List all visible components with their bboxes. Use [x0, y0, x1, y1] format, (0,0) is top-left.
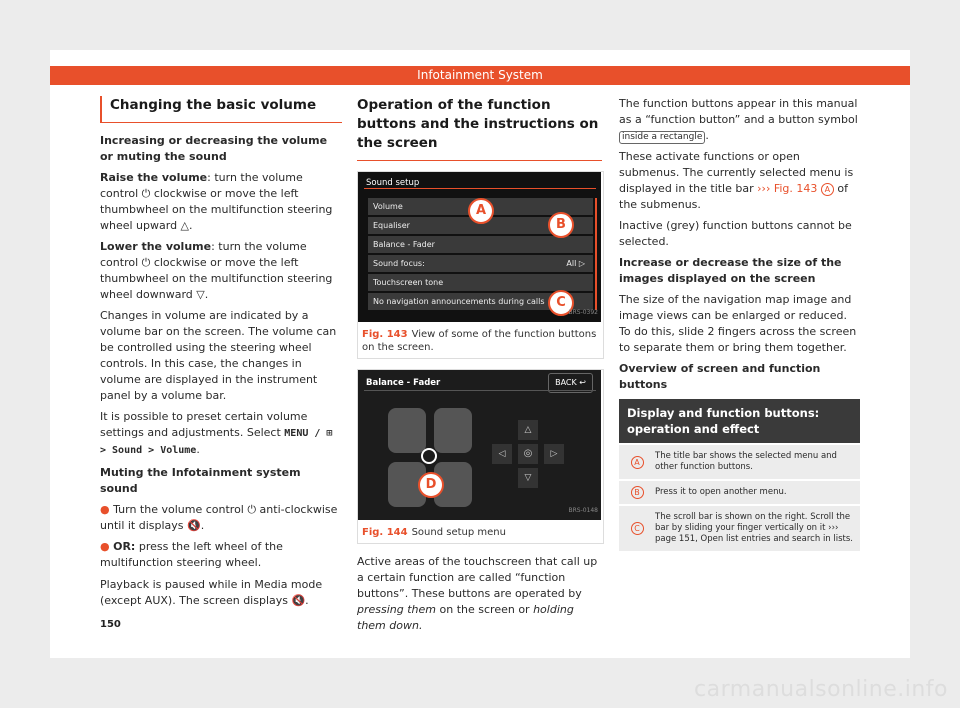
callout-a: A [468, 198, 494, 224]
row-key [619, 522, 655, 535]
seat-front-left [388, 408, 426, 453]
emphasis-pressing: pressing them [357, 603, 437, 616]
menu-item-volume: Volume [368, 198, 593, 215]
figure-144 [357, 369, 604, 544]
lower-label: Lower the volume [100, 240, 212, 253]
bullet-item [100, 502, 342, 534]
bullet-item [100, 539, 342, 571]
menu-item-touch-tone: Touchscreen tone [368, 274, 593, 291]
paragraph-manual-convention: The function buttons appear in this manual as a “function button” and a button symbol inside a rectangle . [619, 97, 858, 142]
figure-caption [358, 520, 603, 543]
back-button: BACK ↩ [548, 373, 593, 393]
column-volume [100, 96, 342, 614]
figure-number: Fig. 143 [362, 329, 408, 340]
row-text: The scroll bar is shown on the right. Scroll the bar by sliding your finger vertically on it ››› page 151, Open list entries and search in lists. [655, 512, 854, 544]
caption-text: View of some of the function buttons on the screen. [362, 329, 597, 353]
watermark: carmanualsonline.info [694, 677, 948, 702]
menu-item-sound-focus [368, 255, 593, 272]
scroll-bar [595, 198, 597, 310]
bullet-icon: ● [100, 540, 110, 553]
screen-title: Sound setup [366, 178, 420, 188]
title-divider [364, 390, 596, 391]
table-row [619, 479, 860, 504]
subheading-increase: Increasing or decreasing the volume or muting the sound [100, 134, 328, 163]
screenshot-sound-setup [358, 172, 601, 322]
sound-focus-label: Sound focus: [373, 259, 425, 268]
button-symbol-box: inside a rectangle [619, 131, 705, 144]
paragraph-preset: It is possible to preset certain volume settings and adjustments. Select MENU / ⊞ > Sound > Volume. [100, 410, 333, 456]
paragraph-playback: Playback is paused while in Media mode (except AUX). The screen displays 🔇. [100, 578, 323, 607]
figure-code: BRS-0392 [568, 309, 598, 316]
callout-d: D [418, 472, 444, 498]
subheading-size: Increase or decrease the size of the images displayed on the screen [619, 256, 842, 285]
bullet-text: Turn the volume control ⏻ anti-clockwise until it displays 🔇. [100, 503, 338, 532]
paragraph-activate [619, 149, 860, 213]
bullet-icon: ● [100, 503, 110, 516]
title-bar-line [364, 188, 596, 189]
paragraph-lower [100, 239, 342, 303]
row-text: The title bar shows the selected menu and other function buttons. [655, 451, 837, 472]
emphasis-holding: holding them down. [357, 603, 574, 632]
figure-caption [358, 322, 603, 358]
raise-text: : turn the volume control ⏻ clockwise or move the left thumbwheel on the multifunction steering wheel upward △. [100, 171, 333, 232]
paragraph-changes: Changes in volume are indicated by a volume bar on the screen. The volume can be controlled using the steering wheel controls. In this case, the changes in volume are displayed in the instrument panel by a volume bar. [100, 309, 337, 402]
caption-text: Sound setup menu [411, 527, 506, 538]
paragraph-inactive: Inactive (grey) function buttons cannot be selected. [619, 219, 852, 248]
subheading-overview: Overview of screen and function buttons [619, 362, 821, 391]
letter-badge: A [631, 456, 644, 469]
paragraph-function-buttons [357, 554, 602, 634]
section-heading-function-buttons: Operation of the function buttons and the instructions on the screen [357, 96, 602, 161]
column-overview [619, 96, 860, 551]
figure-reference: ››› Fig. 143 [757, 182, 818, 195]
letter-badge: C [631, 522, 644, 535]
table-row [619, 443, 860, 479]
table-heading: Display and function buttons: operation and effect [619, 399, 860, 443]
convention-text: The function buttons appear in this manual as a “function button” and a button symbol [619, 97, 858, 126]
preset-menu-path: MENU / ⊞ > Sound > Volume [100, 428, 333, 456]
letter-badge: B [631, 486, 644, 499]
menu-item-no-nav: No navigation announcements during calls [368, 293, 593, 310]
running-header: Infotainment System [50, 66, 910, 85]
body-text-mid: on the screen or [439, 603, 530, 616]
section-heading-volume: Changing the basic volume [100, 96, 342, 123]
letter-badge: A [821, 183, 834, 196]
seat-front-right [434, 408, 472, 453]
row-key [619, 456, 655, 469]
arrow-up-icon: △ [518, 420, 538, 440]
lower-text: : turn the volume control ⏻ clockwise or move the left thumbwheel on the multifunction steering wheel downward ▽. [100, 240, 333, 301]
overview-table [619, 399, 860, 551]
paragraph-raise [100, 170, 342, 234]
center-icon: ◎ [518, 444, 538, 464]
bullet-text: press the left wheel of the multifunction steering wheel. [100, 540, 283, 569]
row-key [619, 486, 655, 499]
row-text: Press it to open another menu. [655, 487, 787, 497]
or-label: OR: [113, 540, 136, 553]
column-function-buttons [357, 96, 602, 639]
figure-143 [357, 171, 604, 359]
menu-item-equaliser: Equaliser [368, 217, 593, 234]
sound-focus-value: All ▷ [566, 259, 585, 268]
arrow-down-icon: ▽ [518, 468, 538, 488]
figure-code: BRS-0148 [568, 507, 598, 514]
activate-text: These activate functions or open submenus. The currently selected menu is displayed in the title bar [619, 150, 854, 195]
subheading-mute: Muting the Infotainment system sound [100, 466, 301, 495]
arrow-right-icon: ▷ [544, 444, 564, 464]
arrow-left-icon: ◁ [492, 444, 512, 464]
callout-c: C [548, 290, 574, 316]
raise-label: Raise the volume [100, 171, 208, 184]
figure-number: Fig. 144 [362, 527, 408, 538]
table-row [619, 504, 860, 551]
menu-item-balance: Balance - Fader [368, 236, 593, 253]
balance-point-icon [421, 448, 437, 464]
screenshot-balance-fader [358, 370, 601, 520]
screen-title: Balance - Fader [366, 378, 441, 388]
paragraph-size: The size of the navigation map image and image views can be enlarged or reduced. To do this, slide 2 fingers across the screen to separate them or bring them together. [619, 293, 857, 354]
activate-text-end: of the submenus. [619, 182, 848, 211]
page-number: 150 [100, 619, 121, 630]
body-text: Active areas of the touchscreen that call up a certain function are called “function buttons”. These buttons are operated by [357, 555, 598, 600]
callout-b: B [548, 212, 574, 238]
preset-text: It is possible to preset certain volume settings and adjustments. Select [100, 410, 308, 439]
